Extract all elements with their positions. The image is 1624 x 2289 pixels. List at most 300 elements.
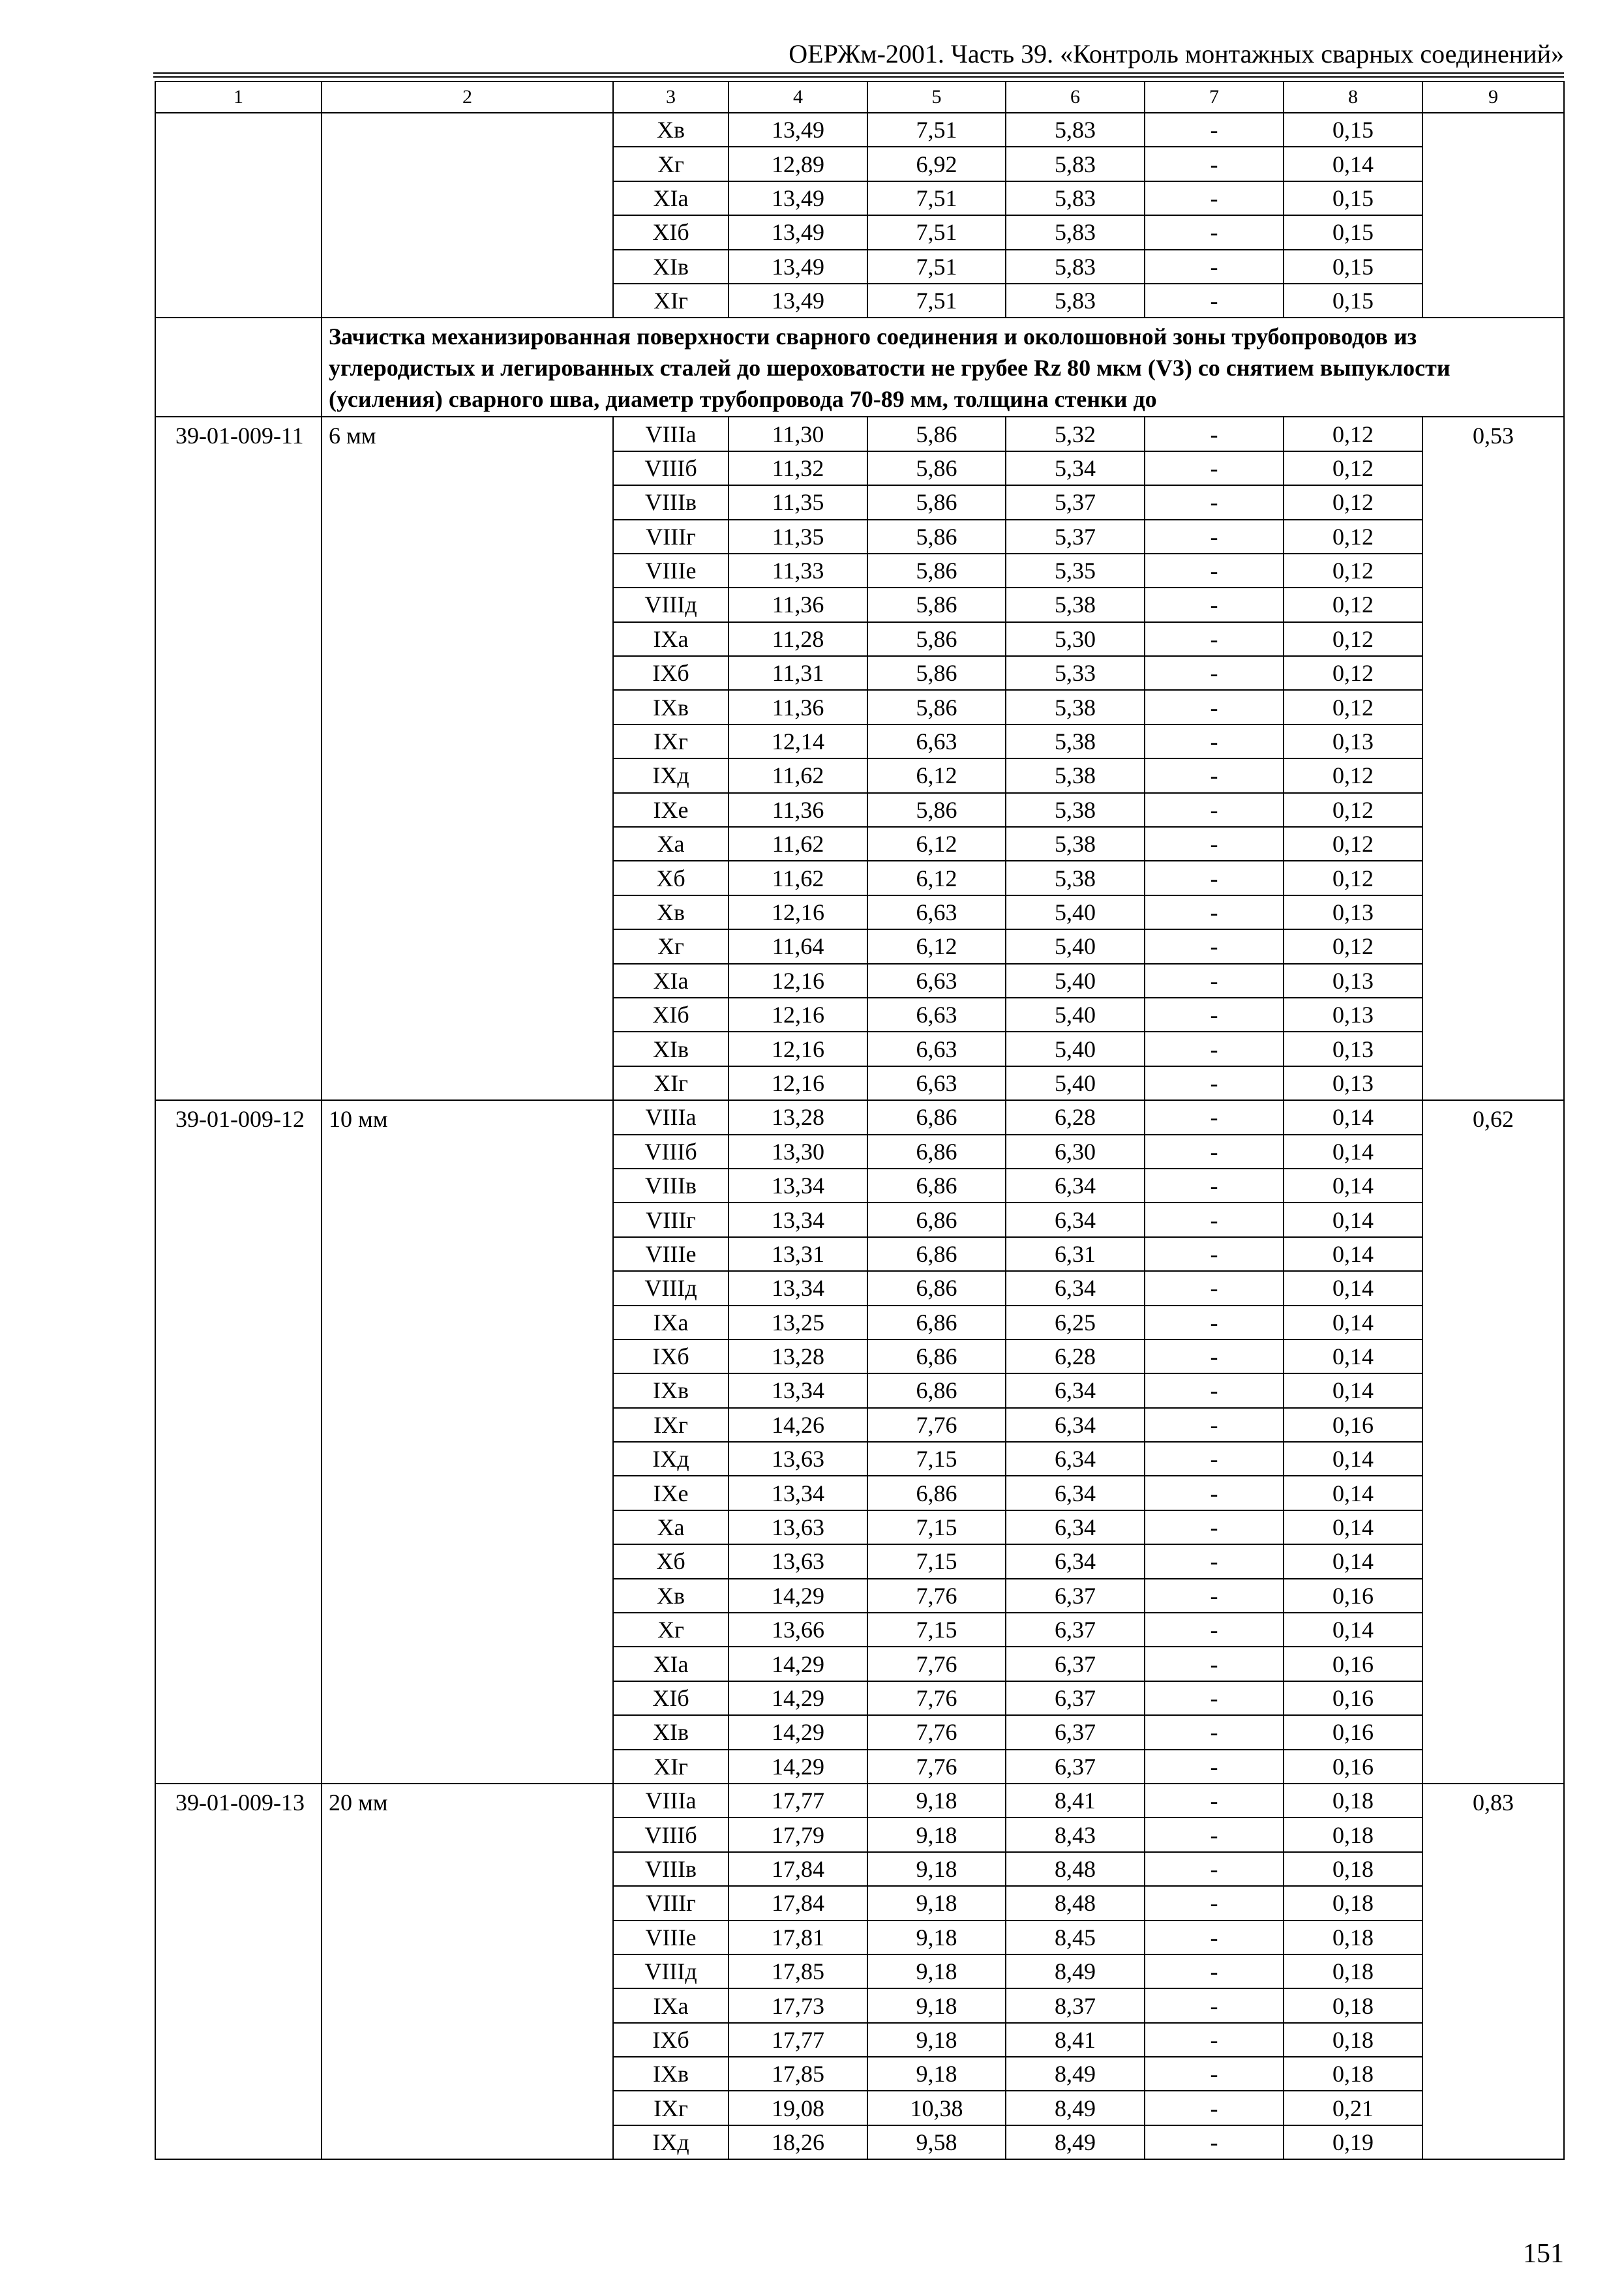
materials-cell: - xyxy=(1145,2091,1284,2125)
rate-code: 39-01-009-13 xyxy=(155,1784,322,2159)
materials-cell: - xyxy=(1145,1271,1284,1305)
total-cost-cell: 13,49 xyxy=(729,215,867,249)
machine-cost-cell: 6,34 xyxy=(1006,1271,1145,1305)
total-cost-cell: 13,63 xyxy=(729,1442,867,1476)
total-cost-cell: 11,35 xyxy=(729,520,867,554)
total-cost-cell: 13,28 xyxy=(729,1100,867,1134)
materials-cell: - xyxy=(1145,284,1284,318)
wage-cell: 6,63 xyxy=(867,1066,1006,1100)
wage-cell: 6,63 xyxy=(867,998,1006,1032)
machinist-wage-cell: 0,13 xyxy=(1284,725,1422,758)
materials-cell: - xyxy=(1145,485,1284,519)
wage-cell: 9,18 xyxy=(867,1886,1006,1920)
wage-cell: 9,18 xyxy=(867,1818,1006,1851)
wage-cell: 5,86 xyxy=(867,690,1006,724)
machine-cost-cell: 5,40 xyxy=(1006,895,1145,929)
materials-cell: - xyxy=(1145,861,1284,895)
wage-cell: 5,86 xyxy=(867,417,1006,451)
total-cost-cell: 17,84 xyxy=(729,1852,867,1886)
materials-cell: - xyxy=(1145,417,1284,451)
machinist-wage-cell: 0,12 xyxy=(1284,451,1422,485)
machine-cost-cell: 8,45 xyxy=(1006,1921,1145,1954)
machinist-wage-cell: 0,12 xyxy=(1284,793,1422,827)
machine-cost-cell: 5,34 xyxy=(1006,451,1145,485)
total-cost-cell: 13,49 xyxy=(729,113,867,147)
total-cost-cell: 14,26 xyxy=(729,1408,867,1442)
machinist-wage-cell: 0,16 xyxy=(1284,1579,1422,1613)
materials-cell: - xyxy=(1145,2057,1284,2091)
wage-cell: 9,18 xyxy=(867,1852,1006,1886)
machinist-wage-cell: 0,12 xyxy=(1284,622,1422,656)
zone-cell: Хб xyxy=(613,861,729,895)
wage-cell: 6,63 xyxy=(867,964,1006,998)
zone-cell: ХIа xyxy=(613,1647,729,1681)
total-cost-cell: 11,30 xyxy=(729,417,867,451)
zone-cell: IХв xyxy=(613,2057,729,2091)
machine-cost-cell: 6,37 xyxy=(1006,1647,1145,1681)
machinist-wage-cell: 0,14 xyxy=(1284,1510,1422,1544)
machinist-wage-cell: 0,15 xyxy=(1284,181,1422,215)
materials-cell: - xyxy=(1145,1032,1284,1066)
materials-cell: - xyxy=(1145,1988,1284,2022)
column-number: 5 xyxy=(867,82,1006,113)
zone-cell: IХе xyxy=(613,1476,729,1510)
zone-cell: ХIб xyxy=(613,998,729,1032)
wage-cell: 7,76 xyxy=(867,1715,1006,1749)
machinist-wage-cell: 0,13 xyxy=(1284,1066,1422,1100)
machinist-wage-cell: 0,15 xyxy=(1284,250,1422,284)
machine-cost-cell: 5,83 xyxy=(1006,181,1145,215)
wage-cell: 9,18 xyxy=(867,2023,1006,2057)
table-row xyxy=(155,417,1564,451)
total-cost-cell: 13,34 xyxy=(729,1169,867,1203)
machine-cost-cell: 5,83 xyxy=(1006,147,1145,181)
machine-cost-cell: 5,83 xyxy=(1006,113,1145,147)
machinist-wage-cell: 0,14 xyxy=(1284,1237,1422,1271)
machinist-wage-cell: 0,14 xyxy=(1284,1203,1422,1236)
machine-cost-cell: 5,83 xyxy=(1006,284,1145,318)
machinist-wage-cell: 0,18 xyxy=(1284,1921,1422,1954)
total-cost-cell: 13,34 xyxy=(729,1271,867,1305)
machine-cost-cell: 8,37 xyxy=(1006,1988,1145,2022)
code-cell-empty xyxy=(155,113,322,318)
total-cost-cell: 12,16 xyxy=(729,964,867,998)
zone-cell: Хб xyxy=(613,1544,729,1578)
zone-cell: IХа xyxy=(613,622,729,656)
machine-cost-cell: 5,37 xyxy=(1006,520,1145,554)
machinist-wage-cell: 0,12 xyxy=(1284,861,1422,895)
materials-cell: - xyxy=(1145,964,1284,998)
machine-cost-cell: 8,49 xyxy=(1006,2057,1145,2091)
machinist-wage-cell: 0,13 xyxy=(1284,998,1422,1032)
wage-cell: 5,86 xyxy=(867,520,1006,554)
total-cost-cell: 11,28 xyxy=(729,622,867,656)
zone-cell: IХд xyxy=(613,1442,729,1476)
wage-cell: 9,18 xyxy=(867,1954,1006,1988)
wage-cell: 6,86 xyxy=(867,1339,1006,1373)
materials-cell: - xyxy=(1145,1784,1284,1818)
total-cost-cell: 12,14 xyxy=(729,725,867,758)
column-number: 2 xyxy=(322,82,613,113)
machinist-wage-cell: 0,16 xyxy=(1284,1750,1422,1784)
zone-cell: Хг xyxy=(613,1613,729,1647)
total-cost-cell: 13,66 xyxy=(729,1613,867,1647)
wage-cell: 9,18 xyxy=(867,1988,1006,2022)
machine-cost-cell: 6,34 xyxy=(1006,1544,1145,1578)
total-cost-cell: 12,16 xyxy=(729,1032,867,1066)
machine-cost-cell: 6,34 xyxy=(1006,1373,1145,1407)
materials-cell: - xyxy=(1145,725,1284,758)
total-cost-cell: 11,62 xyxy=(729,758,867,792)
machine-cost-cell: 5,40 xyxy=(1006,964,1145,998)
machinist-wage-cell: 0,16 xyxy=(1284,1715,1422,1749)
machinist-wage-cell: 0,18 xyxy=(1284,1818,1422,1851)
machinist-wage-cell: 0,18 xyxy=(1284,2023,1422,2057)
machine-cost-cell: 5,33 xyxy=(1006,656,1145,690)
total-cost-cell: 12,16 xyxy=(729,998,867,1032)
zone-cell: IХа xyxy=(613,1306,729,1339)
total-cost-cell: 14,29 xyxy=(729,1647,867,1681)
zone-cell: ХIв xyxy=(613,250,729,284)
total-cost-cell: 11,62 xyxy=(729,861,867,895)
machine-cost-cell: 6,34 xyxy=(1006,1510,1145,1544)
materials-cell: - xyxy=(1145,1408,1284,1442)
materials-cell: - xyxy=(1145,1681,1284,1715)
machinist-wage-cell: 0,14 xyxy=(1284,1339,1422,1373)
materials-cell: - xyxy=(1145,1921,1284,1954)
zone-cell: IХг xyxy=(613,725,729,758)
wage-cell: 6,12 xyxy=(867,758,1006,792)
column-number: 3 xyxy=(613,82,729,113)
materials-cell: - xyxy=(1145,758,1284,792)
header-rule xyxy=(153,72,1564,74)
materials-cell: - xyxy=(1145,1306,1284,1339)
machinist-wage-cell: 0,18 xyxy=(1284,1852,1422,1886)
zone-cell: IХд xyxy=(613,758,729,792)
machine-cost-cell: 6,30 xyxy=(1006,1135,1145,1169)
wage-cell: 6,12 xyxy=(867,929,1006,963)
machinist-wage-cell: 0,12 xyxy=(1284,417,1422,451)
machine-cost-cell: 8,48 xyxy=(1006,1852,1145,1886)
wage-cell: 7,15 xyxy=(867,1613,1006,1647)
materials-cell: - xyxy=(1145,1579,1284,1613)
machinist-wage-cell: 0,18 xyxy=(1284,1988,1422,2022)
machinist-wage-cell: 0,14 xyxy=(1284,147,1422,181)
wage-cell: 6,12 xyxy=(867,861,1006,895)
materials-cell: - xyxy=(1145,2125,1284,2159)
wage-cell: 7,76 xyxy=(867,1647,1006,1681)
machinist-wage-cell: 0,18 xyxy=(1284,1784,1422,1818)
machine-cost-cell: 5,37 xyxy=(1006,485,1145,519)
wage-cell: 7,51 xyxy=(867,284,1006,318)
total-cost-cell: 17,77 xyxy=(729,2023,867,2057)
zone-cell: IХв xyxy=(613,1373,729,1407)
zone-cell: VIIIд xyxy=(613,588,729,621)
total-cost-cell: 11,33 xyxy=(729,554,867,588)
total-cost-cell: 11,31 xyxy=(729,656,867,690)
total-cost-cell: 13,63 xyxy=(729,1510,867,1544)
materials-cell: - xyxy=(1145,451,1284,485)
zone-cell: IХв xyxy=(613,690,729,724)
machine-cost-cell: 5,38 xyxy=(1006,861,1145,895)
materials-cell: - xyxy=(1145,250,1284,284)
machine-cost-cell: 8,41 xyxy=(1006,1784,1145,1818)
zone-cell: ХIг xyxy=(613,1066,729,1100)
machinist-wage-cell: 0,12 xyxy=(1284,929,1422,963)
zone-cell: Хг xyxy=(613,929,729,963)
zone-cell: ХIг xyxy=(613,1750,729,1784)
wage-cell: 7,76 xyxy=(867,1408,1006,1442)
zone-cell: ХIв xyxy=(613,1032,729,1066)
machine-cost-cell: 5,38 xyxy=(1006,793,1145,827)
zone-cell: Хв xyxy=(613,113,729,147)
machinist-wage-cell: 0,14 xyxy=(1284,1100,1422,1134)
total-cost-cell: 13,28 xyxy=(729,1339,867,1373)
zone-cell: VIIIа xyxy=(613,417,729,451)
machine-cost-cell: 6,37 xyxy=(1006,1750,1145,1784)
machinist-wage-cell: 0,14 xyxy=(1284,1476,1422,1510)
zone-cell: ХIб xyxy=(613,1681,729,1715)
zone-cell: VIIIе xyxy=(613,554,729,588)
machine-cost-cell: 5,38 xyxy=(1006,827,1145,861)
materials-cell: - xyxy=(1145,215,1284,249)
thickness-cell-empty xyxy=(322,113,613,318)
wage-cell: 5,86 xyxy=(867,554,1006,588)
total-cost-cell: 17,73 xyxy=(729,1988,867,2022)
wage-cell: 5,86 xyxy=(867,622,1006,656)
wage-cell: 7,51 xyxy=(867,250,1006,284)
wage-cell: 6,86 xyxy=(867,1100,1006,1134)
materials-cell: - xyxy=(1145,793,1284,827)
zone-cell: VIIIе xyxy=(613,1237,729,1271)
materials-cell: - xyxy=(1145,1203,1284,1236)
machinist-wage-cell: 0,14 xyxy=(1284,1373,1422,1407)
materials-cell: - xyxy=(1145,113,1284,147)
machinist-wage-cell: 0,12 xyxy=(1284,520,1422,554)
materials-cell: - xyxy=(1145,1715,1284,1749)
wage-cell: 6,92 xyxy=(867,147,1006,181)
machine-cost-cell: 5,32 xyxy=(1006,417,1145,451)
column-number: 7 xyxy=(1145,82,1284,113)
machinist-wage-cell: 0,16 xyxy=(1284,1408,1422,1442)
column-number: 9 xyxy=(1422,82,1564,113)
machinist-wage-cell: 0,14 xyxy=(1284,1271,1422,1305)
machine-cost-cell: 6,37 xyxy=(1006,1715,1145,1749)
materials-cell: - xyxy=(1145,1476,1284,1510)
materials-cell: - xyxy=(1145,1750,1284,1784)
total-cost-cell: 17,77 xyxy=(729,1784,867,1818)
wage-cell: 6,86 xyxy=(867,1373,1006,1407)
machinist-wage-cell: 0,18 xyxy=(1284,2057,1422,2091)
machinist-wage-cell: 0,14 xyxy=(1284,1306,1422,1339)
zone-cell: IХе xyxy=(613,793,729,827)
wage-cell: 5,86 xyxy=(867,793,1006,827)
machine-cost-cell: 6,31 xyxy=(1006,1237,1145,1271)
machine-cost-cell: 6,34 xyxy=(1006,1169,1145,1203)
wage-cell: 5,86 xyxy=(867,451,1006,485)
machinist-wage-cell: 0,12 xyxy=(1284,827,1422,861)
machine-cost-cell: 8,41 xyxy=(1006,2023,1145,2057)
zone-cell: VIIIв xyxy=(613,1169,729,1203)
machinist-wage-cell: 0,12 xyxy=(1284,554,1422,588)
wage-cell: 6,86 xyxy=(867,1306,1006,1339)
materials-cell: - xyxy=(1145,554,1284,588)
machinist-wage-cell: 0,12 xyxy=(1284,690,1422,724)
wage-cell: 7,51 xyxy=(867,181,1006,215)
zone-cell: Хв xyxy=(613,1579,729,1613)
total-cost-cell: 13,34 xyxy=(729,1373,867,1407)
machinist-wage-cell: 0,14 xyxy=(1284,1544,1422,1578)
materials-cell: - xyxy=(1145,1066,1284,1100)
total-cost-cell: 12,89 xyxy=(729,147,867,181)
section-title: Зачистка механизированная поверхности сварного соединения и околошовной зоны трубопроводов из углеродистых и легированных сталей до шероховатости не грубее Rz 80 мкм (V3) со снятием выпуклости (усиления) сварного шва, диаметр трубопровода 70-89 мм, толщина стенки до xyxy=(322,318,1564,417)
machinist-wage-cell: 0,12 xyxy=(1284,656,1422,690)
materials-cell: - xyxy=(1145,2023,1284,2057)
materials-cell: - xyxy=(1145,181,1284,215)
machinist-wage-cell: 0,12 xyxy=(1284,485,1422,519)
machinist-wage-cell: 0,14 xyxy=(1284,1442,1422,1476)
machine-cost-cell: 6,34 xyxy=(1006,1408,1145,1442)
wage-cell: 6,86 xyxy=(867,1271,1006,1305)
materials-cell: - xyxy=(1145,1818,1284,1851)
zone-cell: VIIIд xyxy=(613,1954,729,1988)
machine-cost-cell: 5,35 xyxy=(1006,554,1145,588)
machinist-wage-cell: 0,12 xyxy=(1284,588,1422,621)
wage-cell: 6,86 xyxy=(867,1169,1006,1203)
wall-thickness: 10 мм xyxy=(322,1100,613,1784)
table-row xyxy=(155,1784,1564,1818)
zone-cell: VIIIе xyxy=(613,1921,729,1954)
machinist-wage-cell: 0,15 xyxy=(1284,284,1422,318)
page-number: 151 xyxy=(1523,2239,1564,2269)
total-cost-cell: 14,29 xyxy=(729,1750,867,1784)
materials-cell: - xyxy=(1145,147,1284,181)
labor-norm: 0,53 xyxy=(1422,417,1564,1100)
machine-cost-cell: 5,38 xyxy=(1006,588,1145,621)
column-number: 6 xyxy=(1006,82,1145,113)
wage-cell: 7,15 xyxy=(867,1544,1006,1578)
machinist-wage-cell: 0,15 xyxy=(1284,113,1422,147)
total-cost-cell: 12,16 xyxy=(729,1066,867,1100)
machine-cost-cell: 5,38 xyxy=(1006,690,1145,724)
zone-cell: VIIIб xyxy=(613,1135,729,1169)
total-cost-cell: 14,29 xyxy=(729,1579,867,1613)
zone-cell: IХа xyxy=(613,1988,729,2022)
machinist-wage-cell: 0,18 xyxy=(1284,1954,1422,1988)
total-cost-cell: 17,81 xyxy=(729,1921,867,1954)
machine-cost-cell: 6,37 xyxy=(1006,1613,1145,1647)
materials-cell: - xyxy=(1145,1954,1284,1988)
labor-norm: 0,83 xyxy=(1422,1784,1564,2159)
wage-cell: 6,86 xyxy=(867,1135,1006,1169)
wage-cell: 7,51 xyxy=(867,215,1006,249)
zone-cell: VIIIг xyxy=(613,1886,729,1920)
total-cost-cell: 18,26 xyxy=(729,2125,867,2159)
machine-cost-cell: 5,40 xyxy=(1006,1066,1145,1100)
machine-cost-cell: 6,34 xyxy=(1006,1442,1145,1476)
machinist-wage-cell: 0,19 xyxy=(1284,2125,1422,2159)
column-number-row xyxy=(155,82,1564,113)
machine-cost-cell: 8,49 xyxy=(1006,2091,1145,2125)
machine-cost-cell: 6,28 xyxy=(1006,1339,1145,1373)
materials-cell: - xyxy=(1145,1442,1284,1476)
zone-cell: VIIIа xyxy=(613,1784,729,1818)
machine-cost-cell: 6,25 xyxy=(1006,1306,1145,1339)
wage-cell: 9,18 xyxy=(867,1921,1006,1954)
wage-cell: 7,15 xyxy=(867,1442,1006,1476)
table-row xyxy=(155,113,1564,147)
machine-cost-cell: 5,40 xyxy=(1006,929,1145,963)
materials-cell: - xyxy=(1145,827,1284,861)
zone-cell: VIIIб xyxy=(613,451,729,485)
machinist-wage-cell: 0,18 xyxy=(1284,1886,1422,1920)
table-row xyxy=(155,1100,1564,1134)
section-title-row xyxy=(155,318,1564,417)
machine-cost-cell: 5,83 xyxy=(1006,215,1145,249)
machine-cost-cell: 5,38 xyxy=(1006,758,1145,792)
zone-cell: IХд xyxy=(613,2125,729,2159)
machinist-wage-cell: 0,16 xyxy=(1284,1681,1422,1715)
wage-cell: 5,86 xyxy=(867,588,1006,621)
total-cost-cell: 11,35 xyxy=(729,485,867,519)
total-cost-cell: 11,64 xyxy=(729,929,867,963)
wage-cell: 7,76 xyxy=(867,1681,1006,1715)
machine-cost-cell: 6,37 xyxy=(1006,1579,1145,1613)
machinist-wage-cell: 0,21 xyxy=(1284,2091,1422,2125)
zone-cell: VIIIд xyxy=(613,1271,729,1305)
machinist-wage-cell: 0,14 xyxy=(1284,1169,1422,1203)
wage-cell: 7,76 xyxy=(867,1579,1006,1613)
zone-cell: IХг xyxy=(613,2091,729,2125)
zone-cell: VIIIг xyxy=(613,520,729,554)
zone-cell: Хв xyxy=(613,895,729,929)
wall-thickness: 6 мм xyxy=(322,417,613,1100)
total-cost-cell: 17,84 xyxy=(729,1886,867,1920)
materials-cell: - xyxy=(1145,1852,1284,1886)
materials-cell: - xyxy=(1145,998,1284,1032)
wall-thickness: 20 мм xyxy=(322,1784,613,2159)
materials-cell: - xyxy=(1145,588,1284,621)
wage-cell: 9,18 xyxy=(867,1784,1006,1818)
materials-cell: - xyxy=(1145,520,1284,554)
total-cost-cell: 13,30 xyxy=(729,1135,867,1169)
zone-cell: IХг xyxy=(613,1408,729,1442)
materials-cell: - xyxy=(1145,1613,1284,1647)
total-cost-cell: 14,29 xyxy=(729,1715,867,1749)
wage-cell: 6,86 xyxy=(867,1237,1006,1271)
machinist-wage-cell: 0,12 xyxy=(1284,758,1422,792)
machine-cost-cell: 5,30 xyxy=(1006,622,1145,656)
materials-cell: - xyxy=(1145,690,1284,724)
rate-code: 39-01-009-12 xyxy=(155,1100,322,1784)
total-cost-cell: 13,25 xyxy=(729,1306,867,1339)
total-cost-cell: 12,16 xyxy=(729,895,867,929)
zone-cell: ХIа xyxy=(613,181,729,215)
machinist-wage-cell: 0,14 xyxy=(1284,1613,1422,1647)
wage-cell: 10,38 xyxy=(867,2091,1006,2125)
machine-cost-cell: 8,49 xyxy=(1006,2125,1145,2159)
column-number: 1 xyxy=(155,82,322,113)
machinist-wage-cell: 0,13 xyxy=(1284,964,1422,998)
materials-cell: - xyxy=(1145,1339,1284,1373)
running-header: ОЕРЖм-2001. Часть 39. «Контроль монтажных сварных соединений» xyxy=(789,39,1564,68)
total-cost-cell: 13,49 xyxy=(729,181,867,215)
zone-cell: IХб xyxy=(613,656,729,690)
total-cost-cell: 11,36 xyxy=(729,588,867,621)
materials-cell: - xyxy=(1145,622,1284,656)
header-rule-double xyxy=(153,76,1564,78)
wage-cell: 9,18 xyxy=(867,2057,1006,2091)
